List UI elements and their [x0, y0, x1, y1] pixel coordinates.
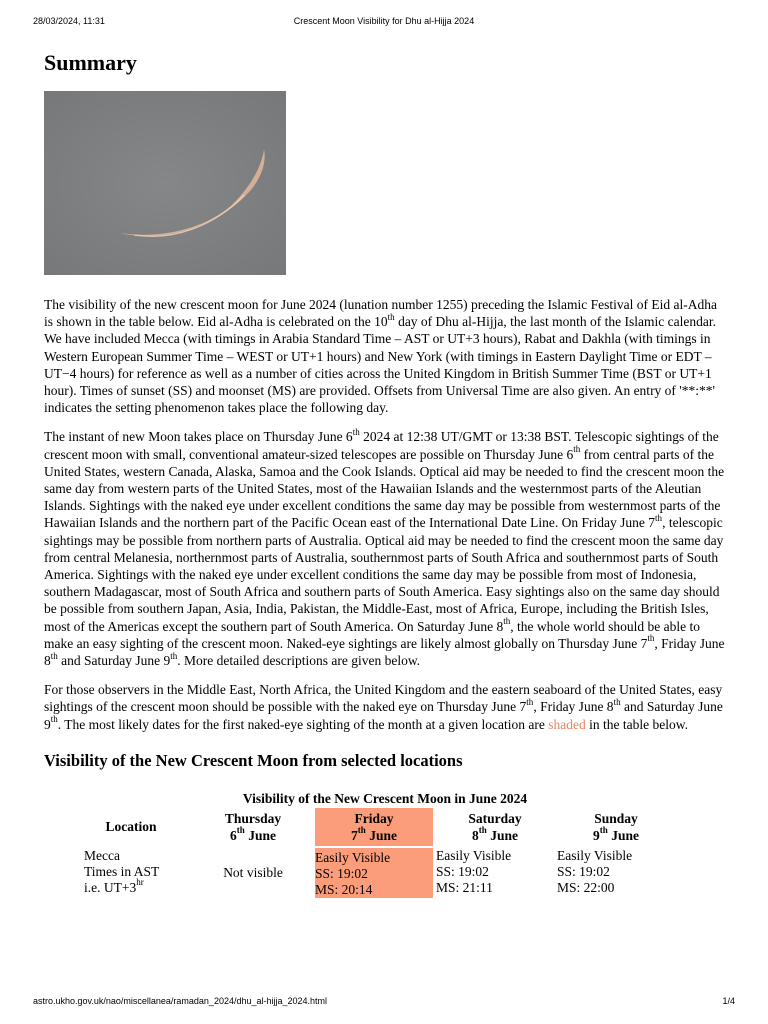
- table-header-row: [71, 808, 675, 846]
- header-location: Location: [105, 819, 157, 835]
- print-url: astro.ukho.gov.uk/nao/miscellanea/ramadan_2024/dhu_al-hijja_2024.html: [33, 996, 328, 1006]
- cell-saturday: Easily Visible SS: 19:02 MS: 21:11: [436, 847, 512, 895]
- print-header: [0, 16, 768, 28]
- print-title: Crescent Moon Visibility for Dhu al-Hijja 2024: [293, 16, 475, 26]
- header-thursday: Thursday 6th June: [224, 810, 282, 843]
- new-moon-paragraph: The instant of new Moon takes place on Thursday June 6th 2024 at 12:38 UT/GMT or 13:38 BST. Telescopic sightings of the crescent moon with small, conventional amateur-sized telescopes are possible on Thursday June 6th from central parts of the United States, western Canada, Alaska, Samoa and the Cook Islands. Optical aid may be needed to find the crescent moon the same day from western parts of the United States, most of the Hawaiian Islands and the westernmost parts of the Aleutian Islands. Sightings with the naked eye under excellent conditions the same day may be possible from westernmost parts of the Hawaiian Islands and the northern part of the Pacific Ocean east of the International Date Line. On Friday June 7th, telescopic sightings may be possible from northern parts of Australia. Optical aid may be needed to find the crescent moon the same day from central Melanesia, northernmost parts of Australia, southernmost parts of South Africa and southernmost parts of South America. Sightings with the naked eye under excellent conditions the same day may be possible from most of Indonesia, southern Madagascar, most of South Africa and southern parts of South America. Easy sightings also on the same day should be possible from southern Japan, Asia, India, Pakistan, the Middle-East, most of Africa, Europe, including the British Isles, most of the Americas except the southern part of South America. On Saturday June 8th, the whole world should be able to make an easy sighting of the crescent moon. Naked-eye sightings are likely almost globally on Thursday June 7th, Friday June 8th and Saturday June 9th. More detailed descriptions are given below.: [44, 426, 725, 669]
- section-heading: Visibility of the New Crescent Moon from selected locations: [44, 750, 463, 770]
- observers-paragraph: For those observers in the Middle East, North Africa, the United Kingdom and the eastern seaboard of the United States, easy sightings of the crescent moon should be possible with the naked eye on Thursday June 7th, Friday June 8th and Saturday June 9th. The most likely dates for the first naked-eye sighting of the month at a given location are shaded in the table below.: [44, 682, 723, 732]
- print-datetime: 28/03/2024, 11:31: [33, 16, 105, 26]
- table-row: [71, 846, 675, 898]
- header-friday: Friday 7th June: [315, 808, 433, 846]
- crescent-moon-photo: [44, 91, 286, 275]
- cell-sunday: Easily Visible SS: 19:02 MS: 22:00: [557, 847, 633, 895]
- cell-thursday: Not visible: [223, 864, 283, 880]
- page-title: Summary: [44, 50, 137, 75]
- page-content: [44, 48, 726, 898]
- cell-friday: Easily Visible SS: 19:02 MS: 20:14: [315, 846, 433, 898]
- header-saturday: Saturday 8th June: [468, 810, 522, 843]
- print-footer: [0, 996, 768, 1008]
- intro-paragraph: The visibility of the new crescent moon for June 2024 (lunation number 1255) preceding the Islamic Festival of Eid al-Adha is shown in the table below. Eid al-Adha is celebrated on the 10th day of Dhu al-Hijja, the last month of the Islamic calendar. We have included Mecca (with timings in Arabia Standard Time – AST or UT+3 hours), Rabat and Dakhla (with timings in Western European Summer Time – WEST or UT+1 hours) and New York (with timings in Eastern Daylight Time or EDT – UT−4 hours) for reference as well as a number of cities across the United Kingdom in British Summer Time (BST or UT+1 hour). Times of sunset (SS) and moonset (MS) are provided. Offsets from Universal Time are also given. An entry of '**:**' indicates the setting phenomenon takes place the following day.: [44, 297, 717, 416]
- visibility-table: [68, 808, 678, 898]
- print-page-number: 1/4: [722, 996, 735, 1006]
- table-caption: Visibility of the New Crescent Moon in June 2024: [242, 790, 528, 806]
- cell-location-mecca: Mecca Times in AST i.e. $UT+3^{hr}$: [84, 847, 160, 895]
- shaded-keyword: shaded: [548, 716, 586, 732]
- header-sunday: Sunday 9th June: [593, 810, 639, 843]
